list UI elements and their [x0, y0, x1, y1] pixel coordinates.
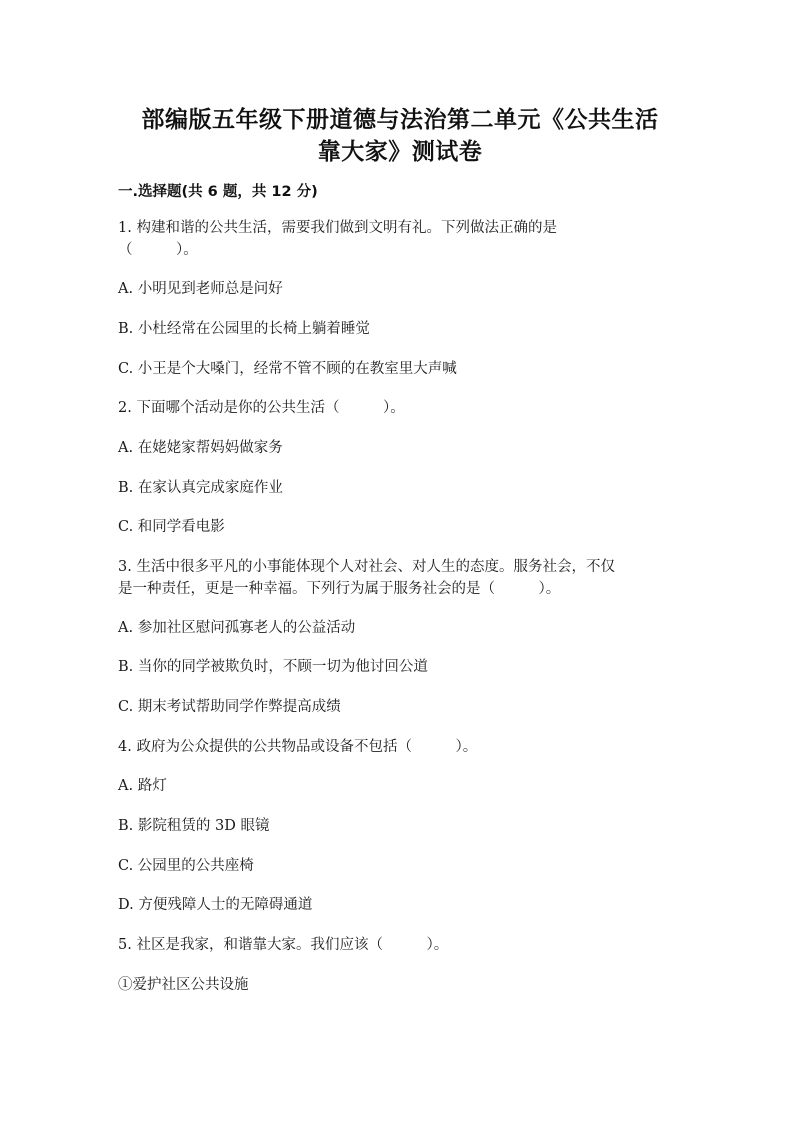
- question-3-stem-cont: 是一种责任，更是一种幸福。下列行为属于服务社会的是（ ）。: [118, 581, 561, 597]
- question-3-option-a: A. 参加社区慰问孤寡老人的公益活动: [118, 620, 356, 636]
- document-title-line-1: 部编版五年级下册道德与法治第二单元《公共生活: [141, 107, 659, 133]
- question-5-stem: 5. 社区是我家，和谐靠大家。我们应该（ ）。: [118, 937, 449, 953]
- question-1-option-c: C. 小王是个大嗓门，经常不管不顾的在教室里大声喊: [118, 361, 457, 377]
- question-1-stem: 1. 构建和谐的公共生活，需要我们做到文明有礼。下列做法正确的是: [118, 220, 557, 236]
- question-1-option-b: B. 小杜经常在公园里的长椅上躺着睡觉: [118, 321, 370, 337]
- question-5-option-1: ①爱护社区公共设施: [118, 977, 249, 993]
- question-3-option-c: C. 期末考试帮助同学作弊提高成绩: [118, 699, 341, 715]
- question-4-option-a: A. 路灯: [118, 778, 167, 794]
- question-4-option-b: B. 影院租赁的 3D 眼镜: [118, 818, 270, 834]
- section-heading: 一.选择题(共 6 题，共 12 分): [118, 184, 318, 200]
- question-4-option-c: C. 公园里的公共座椅: [118, 858, 254, 874]
- question-2-option-a: A. 在姥姥家帮妈妈做家务: [118, 440, 283, 456]
- question-1-stem-cont: （ ）。: [118, 242, 198, 258]
- question-1-option-a: A. 小明见到老师总是问好: [118, 281, 283, 297]
- question-2-option-b: B. 在家认真完成家庭作业: [118, 480, 283, 496]
- question-3-option-b: B. 当你的同学被欺负时，不顾一切为他讨回公道: [118, 659, 428, 675]
- question-4-stem: 4. 政府为公众提供的公共物品或设备不包括（ ）。: [118, 739, 478, 755]
- question-4-option-d: D. 方便残障人士的无障碍通道: [118, 897, 313, 913]
- question-2-stem: 2. 下面哪个活动是你的公共生活（ ）。: [118, 400, 405, 416]
- question-3-stem: 3. 生活中很多平凡的小事能体现个人对社会、对人生的态度。服务社会，不仅: [118, 559, 615, 575]
- document-title-line-2: 靠大家》测试卷: [317, 139, 483, 165]
- question-2-option-c: C. 和同学看电影: [118, 519, 225, 535]
